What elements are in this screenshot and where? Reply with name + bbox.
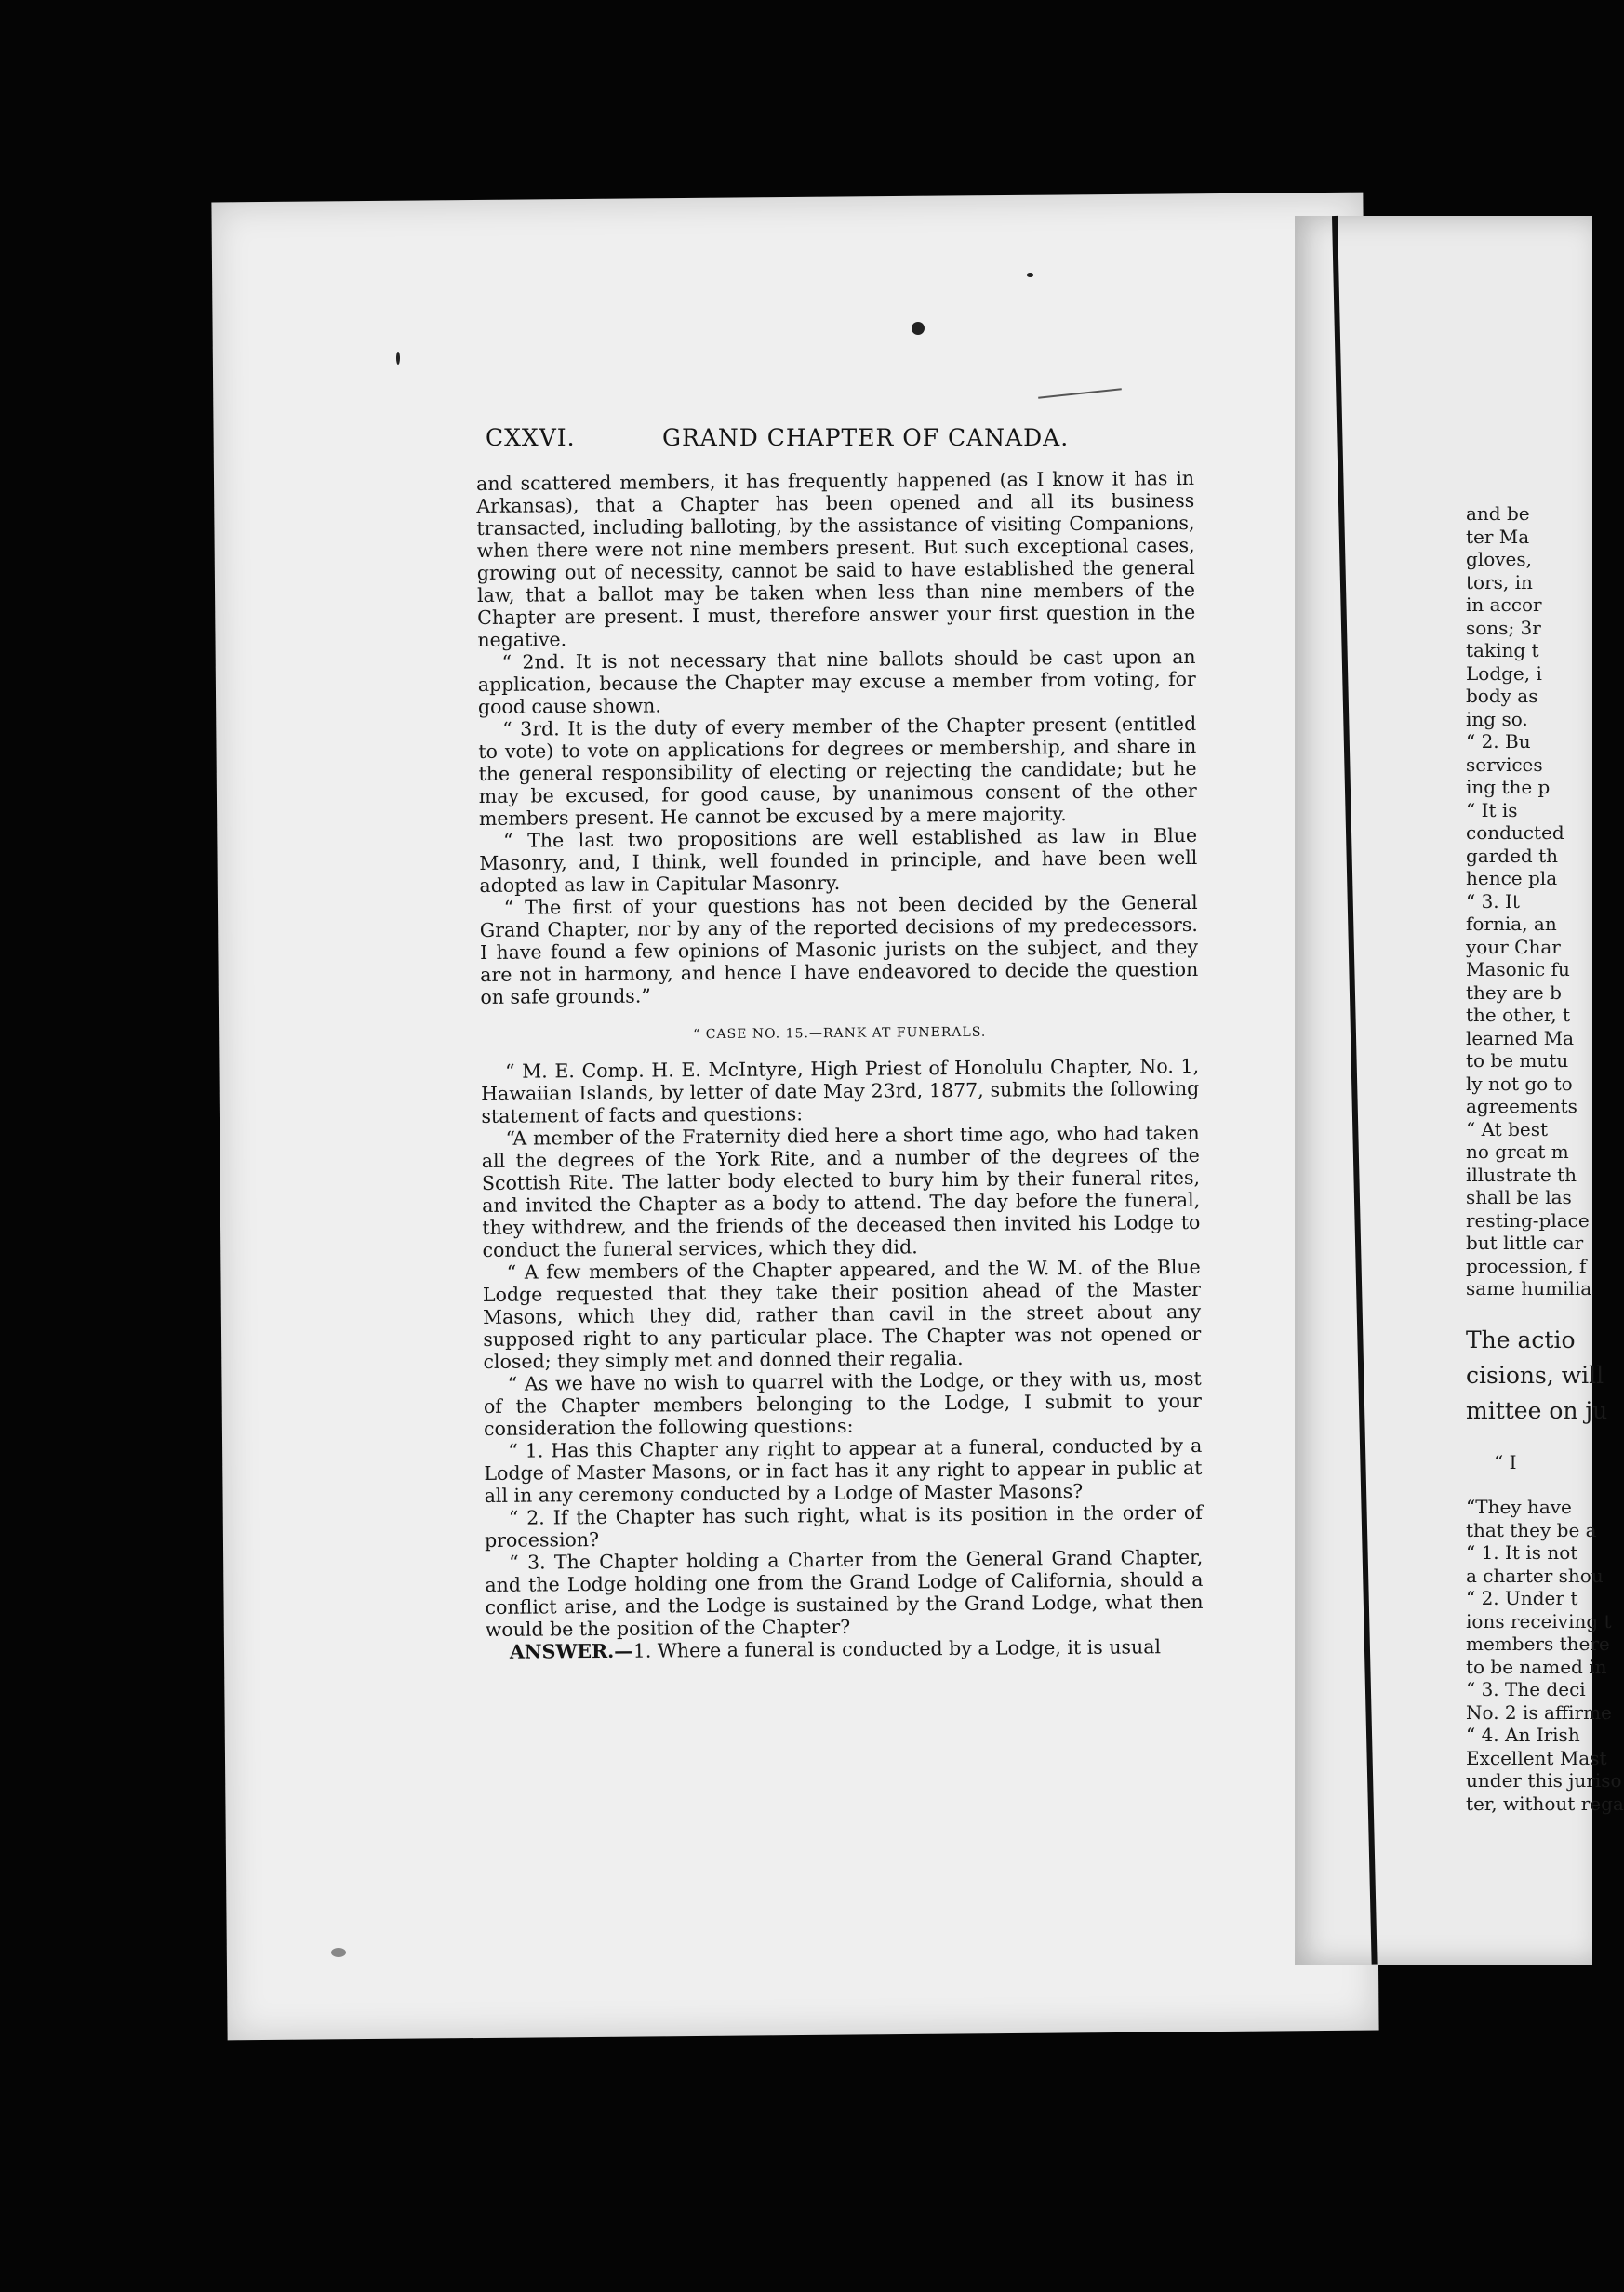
facing-page-line: “ 3. It — [1466, 889, 1520, 913]
facing-page-line: ing the p — [1466, 776, 1551, 798]
facing-page-line: “ At best — [1466, 1117, 1549, 1140]
facing-page-line: “ I — [1494, 1450, 1517, 1473]
facing-page-line: “ It is — [1466, 798, 1518, 821]
facing-page-line: The actio — [1466, 1326, 1576, 1353]
facing-page-line: conducted — [1466, 821, 1564, 844]
facing-page-text — [1466, 502, 1624, 1815]
main-text-block — [476, 467, 1204, 1663]
ink-speck — [912, 322, 925, 335]
facing-page-line: shall be las — [1466, 1186, 1572, 1208]
facing-page-line: “They have — [1466, 1496, 1572, 1518]
answer-text: 1. Where a funeral is conducted by a Lodge, it is usual — [632, 1635, 1162, 1662]
facing-page-line: garded th — [1466, 844, 1559, 867]
facing-page-line: body as — [1466, 685, 1538, 707]
facing-page-line: members there — [1466, 1632, 1610, 1655]
facing-page-line: to be named in — [1466, 1655, 1607, 1678]
facing-page-line: gloves, — [1466, 548, 1532, 570]
facing-page-line: fornia, an — [1466, 913, 1557, 935]
facing-page-line: “ 3. The deci — [1466, 1678, 1586, 1700]
running-title: GRAND CHAPTER OF CANADA. — [662, 424, 1070, 451]
facing-page-line: your Char — [1466, 935, 1561, 958]
case-heading: “ CASE NO. 15.—RANK AT FUNERALS. — [693, 1024, 987, 1043]
line-gap — [1466, 1300, 1570, 1323]
facing-page-line: ing so. — [1466, 707, 1528, 730]
facing-page-line: illustrate th — [1466, 1163, 1577, 1186]
facing-page-line: in accor — [1466, 593, 1542, 616]
facing-page-line: agreements — [1466, 1095, 1577, 1117]
paragraph: “ The last two propositions are well established as law in Blue Masonry, and, I think, well founded in principle, and have been well adopted as law in Capitular Masonry. — [479, 823, 1198, 897]
line-gap — [1466, 1473, 1570, 1496]
paragraph: “ 2. If the Chapter has such right, what is its position in the order of procession? — [484, 1500, 1203, 1552]
paragraph: “ A few members of the Chapter appeared, and the W. M. of the Blue Lodge requested that they take their position ahead of the Master Masons, which they did, rather than cavil in the street about any supposed right to any particular place. The Chapter was not opened or closed; they simply met and donned their regalia. — [482, 1255, 1202, 1373]
facing-page-line: ter, without rega — [1466, 1792, 1624, 1815]
paragraph: “ The first of your questions has not been decided by the General Grand Chapter, nor by any of the reported decisions of my predecessors. I have found a few opinions of Masonic jurists on the subject, and they are not in harmony, and hence I have endeavored to decide the question on safe grounds.” — [479, 890, 1199, 1008]
facing-page-line: resting-place — [1466, 1208, 1590, 1232]
facing-page-line: Masonic fu — [1466, 958, 1570, 980]
facing-page-line: “ 1. It is not — [1466, 1541, 1578, 1564]
facing-page-line: cisions, will — [1466, 1361, 1604, 1389]
facing-page-line: procession, f — [1466, 1254, 1587, 1277]
facing-page-line: “ 2. Bu — [1466, 730, 1531, 753]
facing-page-line: No. 2 is affirme — [1466, 1700, 1612, 1724]
line-gap — [1466, 1429, 1570, 1451]
facing-page-line: a charter shou — [1466, 1564, 1604, 1587]
ink-speck — [396, 352, 400, 365]
facing-page-line: same humilia — [1466, 1277, 1592, 1299]
facing-page-line: but little car — [1466, 1232, 1584, 1254]
facing-page-line: learned Ma — [1466, 1026, 1574, 1049]
page-folio: CXXVI. — [486, 424, 576, 451]
facing-page-line: hence pla — [1466, 867, 1558, 889]
facing-page-line: “ 2. Under t — [1466, 1587, 1578, 1609]
facing-page-line: to be mutu — [1466, 1049, 1569, 1072]
facing-page-line: taking t — [1466, 639, 1539, 661]
paragraph: “ 1. Has this Chapter any right to appear at a funeral, conducted by a Lodge of Master Masons, or in fact has it any right to appear in public at all in any ceremony conducted by a Lodge of Master Masons? — [484, 1433, 1203, 1507]
facing-page-line: Lodge, i — [1466, 661, 1542, 685]
facing-page-line: services — [1466, 753, 1543, 776]
facing-page-line: that they be a — [1466, 1518, 1597, 1541]
ink-speck — [331, 1948, 346, 1957]
paragraph: “ 3. The Chapter holding a Charter from the General Grand Chapter, and the Lodge holding one from the Grand Lodge of California, should a conflict arise, and the Lodge is sustained by the Grand Lodge, what then would be the position of the Chapter? — [485, 1545, 1204, 1641]
facing-page-line: they are b — [1466, 980, 1562, 1004]
paragraph: and scattered members, it has frequently happened (as I know it has in Arkansas), that a Chapter has been opened and all its business transacted, including balloting, by the assistance of visiting Companions, when there were not nine members present. But such exceptional cases, growing out of necessity, cannot be said to have established the general law, that a ballot may be taken when less than nine members of the Chapter are present. I must, therefore answer your first question in the negative. — [476, 466, 1196, 651]
facing-page-line: ter Ma — [1466, 525, 1530, 548]
facing-page-line: under this juriso — [1466, 1769, 1622, 1792]
facing-page-line: mittee on ju — [1466, 1396, 1608, 1424]
facing-page-line: Excellent Mast — [1466, 1746, 1607, 1769]
facing-page-line: “ 4. An Irish — [1466, 1724, 1580, 1746]
facing-page-line: no great m — [1466, 1140, 1569, 1163]
running-header — [486, 424, 1192, 451]
facing-page-line: sons; 3r — [1466, 616, 1541, 639]
facing-page-line: tors, in — [1466, 570, 1533, 593]
answer-label: ANSWER.— — [509, 1639, 633, 1663]
paragraph: “ As we have no wish to quarrel with the Lodge, or they with us, most of the Chapter members belonging to the Lodge, I submit to your consideration the following questions: — [483, 1366, 1202, 1440]
paragraph: “ M. E. Comp. H. E. McIntyre, High Priest of Honolulu Chapter, No. 1, Hawaiian Islands, by letter of date May 23rd, 1877, submits the following statement of facts and questions: — [481, 1054, 1200, 1127]
facing-page-line: and be — [1466, 502, 1530, 525]
ink-speck — [1027, 273, 1033, 277]
facing-page-line: ions receiving t — [1466, 1609, 1612, 1632]
paragraph: “ 3rd. It is the duty of every member of the Chapter present (entitled to vote) to vote on applications for degrees or membership, and share in the general responsibility of electing or rejecting the candidate; but he may be excused, for good cause, by unanimous consent of the other members present. He cannot be excused by a mere majority. — [478, 712, 1197, 830]
paragraph: “A member of the Fraternity died here a short time ago, who had taken all the degrees of the York Rite, and a number of the degrees of the Scottish Rite. The latter body elected to bury him by their funeral rites, and invited the Chapter as a body to attend. The day before the funeral, they withdrew, and the friends of the deceased then invited his Lodge to conduct the funeral services, which they did. — [481, 1121, 1201, 1261]
facing-page-line: the other, t — [1466, 1004, 1571, 1026]
paragraph: “ 2nd. It is not necessary that nine ballots should be cast upon an application, because the Chapter may excuse a member from voting, for good cause shown. — [477, 645, 1196, 718]
facing-page-line: ly not go to — [1466, 1072, 1573, 1095]
